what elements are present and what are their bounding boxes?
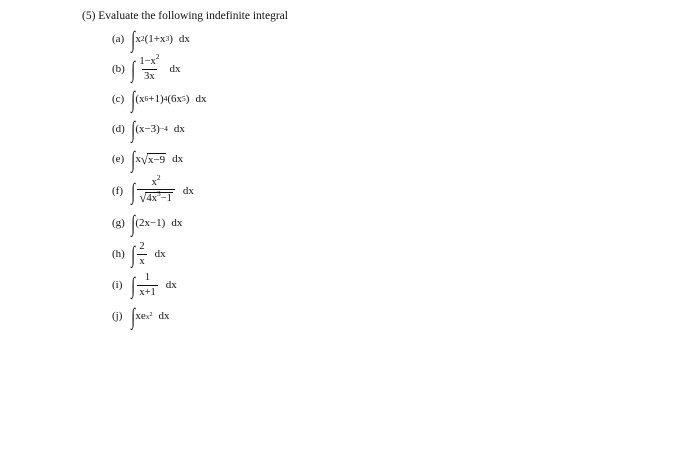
problem-g	[112, 208, 182, 238]
integrand: x 2 (1+x 3 )	[135, 33, 173, 45]
integral-sign: ∫	[131, 272, 136, 298]
problem-j	[112, 301, 169, 331]
problem-label: (g)	[112, 217, 125, 229]
integral-sign: ∫	[131, 26, 136, 52]
integral-sign: ∫	[131, 178, 136, 204]
differential: dx	[172, 153, 184, 165]
problem-i	[112, 270, 177, 300]
integral-sign: ∫	[131, 116, 136, 142]
problem-label: (b)	[112, 63, 125, 75]
problem-label: (f)	[112, 185, 123, 197]
differential: dx	[171, 217, 183, 229]
differential: dx	[158, 310, 170, 322]
problem-label: (e)	[112, 153, 125, 165]
integral-sign: ∫	[131, 210, 136, 236]
differential: dx	[173, 123, 185, 135]
problem-h	[112, 239, 166, 269]
problem-c	[112, 84, 206, 114]
differential: dx	[178, 33, 190, 45]
integrand-fraction: $\frac{1-x^2}{3x}$	[139, 52, 160, 82]
problem-f	[112, 172, 194, 206]
integral-sign: ∫	[131, 241, 136, 267]
integrand: (x 6 +1) 4 (6x 5 )	[135, 93, 190, 105]
problem-d	[112, 114, 185, 144]
problem-label: (j)	[112, 310, 123, 322]
integral-sign: ∫	[131, 303, 136, 329]
differential: dx	[165, 279, 177, 291]
problem-label: (a)	[112, 33, 125, 45]
integrand: (2x−1)	[135, 217, 166, 229]
integral-sign: ∫	[131, 146, 136, 172]
problem-heading: (5) Evaluate the following indefinite integral	[82, 10, 288, 22]
differential: dx	[195, 93, 207, 105]
square-root: √ $4x^3-1$	[139, 188, 172, 205]
problem-label: (d)	[112, 123, 125, 135]
integrand: (x−3) −4	[135, 123, 168, 135]
problem-label: (h)	[112, 248, 125, 260]
problem-e	[112, 144, 183, 174]
square-root: √ x−9	[140, 151, 166, 167]
differential: dx	[182, 185, 194, 197]
integrand: xe $x^2$	[135, 310, 153, 322]
problem-a	[112, 24, 190, 54]
integral-sign: ∫	[131, 56, 136, 82]
integrand-fraction: $x^2$ √ $4x^3-1$	[137, 177, 175, 205]
problem-b	[112, 54, 180, 84]
integral-sign: ∫	[131, 86, 136, 112]
integrand-fraction: $\frac{1}{x+1}$	[139, 272, 156, 298]
problem-label: (c)	[112, 93, 125, 105]
integrand: x √ x−9	[135, 151, 166, 167]
problem-label: (i)	[112, 279, 123, 291]
differential: dx	[169, 63, 181, 75]
differential: dx	[154, 248, 166, 260]
integrand-fraction: $\frac{2}{x}$	[139, 241, 145, 267]
